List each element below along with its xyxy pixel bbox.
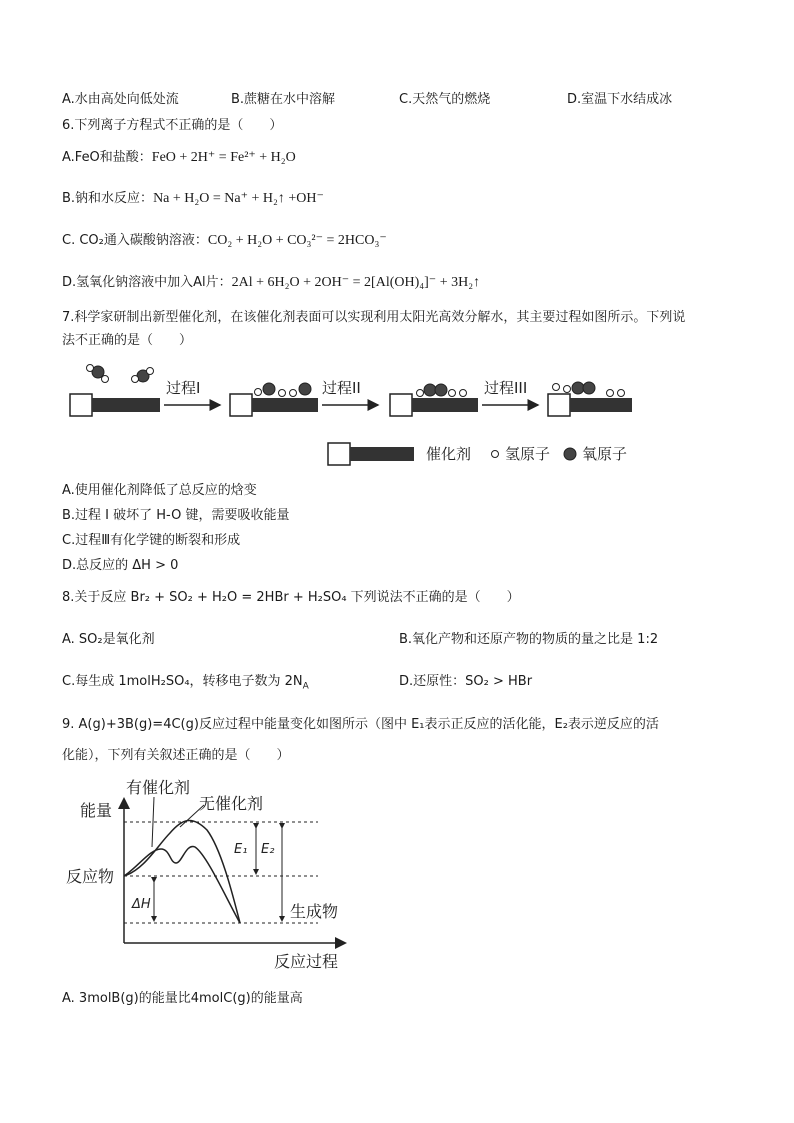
q8-option-c bbox=[62, 673, 309, 696]
diagram-legend bbox=[328, 443, 627, 465]
q8-option-b: B.氧化产物和还原产物的物质的量之比是 1:2 bbox=[399, 632, 659, 647]
q8-stem: 8.关于反应 Br₂ + SO₂ + H₂O = 2HBr + H₂SO₄ 下列说法不正确的是（ ） bbox=[62, 590, 520, 605]
process-2-label: 过程II bbox=[322, 379, 361, 397]
q6-option-b bbox=[62, 190, 324, 208]
with-catalyst-pointer bbox=[152, 797, 154, 847]
q8-option-c-subscript: A bbox=[302, 681, 309, 692]
q6-equation-d: 2Al + 6H₂O + 2OH⁻ = 2[Al(OH)₄]⁻ + 3H₂↑ bbox=[231, 275, 481, 290]
q6-option-a bbox=[62, 149, 296, 167]
legend-catalyst: 催化剂 bbox=[426, 445, 472, 463]
delta-h-label: ΔH bbox=[132, 897, 151, 912]
q6-equation-c: CO₂ + H₂O + CO₃²⁻ = 2HCO₃⁻ bbox=[207, 233, 387, 248]
q6-option-c-label: C. CO₂通入碳酸钠溶液： bbox=[62, 233, 208, 248]
q6-equation-a: FeO + 2H⁺ = Fe²⁺ + H₂O bbox=[151, 150, 296, 165]
e2-label: E₂ bbox=[261, 842, 275, 857]
energy-profile-diagram bbox=[62, 775, 362, 975]
reactants-label: 反应物 bbox=[66, 867, 115, 886]
q9-stem-line1: 9. A(g)+3B(g)=4C(g)反应过程中能量变化如图所示（图中 E₁表示正反应的活化能，E₂表示逆反应的活 bbox=[62, 717, 659, 732]
stage-4-catalyst bbox=[548, 382, 632, 416]
stage-3-catalyst bbox=[390, 384, 478, 416]
q7-option-a: A.使用催化剂降低了总反应的焓变 bbox=[62, 483, 257, 498]
oxygen-atom-icon bbox=[564, 448, 576, 460]
water-splitting-diagram bbox=[60, 360, 660, 470]
q5-option-c: C.天然气的燃烧 bbox=[399, 92, 491, 107]
q7-option-c: C.过程Ⅲ有化学键的断裂和形成 bbox=[62, 533, 241, 548]
legend-oxygen: 氧原子 bbox=[582, 445, 628, 463]
q6-equation-b: Na + H₂O = Na⁺ + H₂↑ +OH⁻ bbox=[153, 191, 324, 206]
q6-option-c bbox=[62, 232, 387, 250]
q5-option-d: D.室温下水结成冰 bbox=[567, 92, 673, 107]
without-catalyst-label: 无催化剂 bbox=[199, 794, 264, 813]
x-axis-label: 反应过程 bbox=[274, 952, 339, 971]
q9-option-a: A. 3molB(g)的能量比4molC(g)的能量高 bbox=[62, 991, 303, 1006]
q5-option-b: B.蔗糖在水中溶解 bbox=[231, 92, 336, 107]
process-1-label: 过程I bbox=[166, 379, 201, 397]
q6-option-d bbox=[62, 274, 480, 292]
q6-option-b-label: B.钠和水反应： bbox=[62, 191, 154, 206]
legend-hydrogen: 氢原子 bbox=[505, 445, 551, 463]
q8-option-a: A. SO₂是氧化剂 bbox=[62, 632, 155, 647]
products-label: 生成物 bbox=[290, 902, 339, 921]
water-molecule-2 bbox=[132, 368, 154, 383]
q9-stem-line2: 化能），下列有关叙述正确的是（ ） bbox=[62, 748, 290, 763]
stage-1-catalyst bbox=[70, 394, 160, 416]
q6-stem: 6.下列离子方程式不正确的是（ ） bbox=[62, 118, 283, 133]
y-axis-label: 能量 bbox=[80, 801, 113, 820]
q7-stem-line2: 法不正确的是（ ） bbox=[62, 333, 193, 348]
water-molecule-1 bbox=[87, 365, 109, 383]
e1-label: E₁ bbox=[234, 842, 248, 857]
hydrogen-atom-icon bbox=[492, 451, 499, 458]
with-catalyst-label: 有催化剂 bbox=[126, 778, 191, 797]
q7-option-b: B.过程 I 破坏了 H-O 键，需要吸收能量 bbox=[62, 508, 290, 523]
process-3-label: 过程III bbox=[484, 379, 528, 397]
q6-option-a-label: A.FeO和盐酸： bbox=[62, 150, 152, 165]
q5-option-a: A.水由高处向低处流 bbox=[62, 92, 179, 107]
q6-option-d-label: D.氢氧化钠溶液中加入Al片： bbox=[62, 275, 232, 290]
stage-2-catalyst bbox=[230, 383, 318, 416]
q7-option-d: D.总反应的 ΔH > 0 bbox=[62, 558, 179, 573]
q8-option-c-text: C.每生成 1molH₂SO₄，转移电子数为 2N bbox=[62, 674, 303, 689]
q8-option-d: D.还原性：SO₂ > HBr bbox=[399, 674, 533, 689]
q7-stem-line1: 7.科学家研制出新型催化剂，在该催化剂表面可以实现利用太阳光高效分解水，其主要过程如图所示。下列说 bbox=[62, 310, 686, 325]
